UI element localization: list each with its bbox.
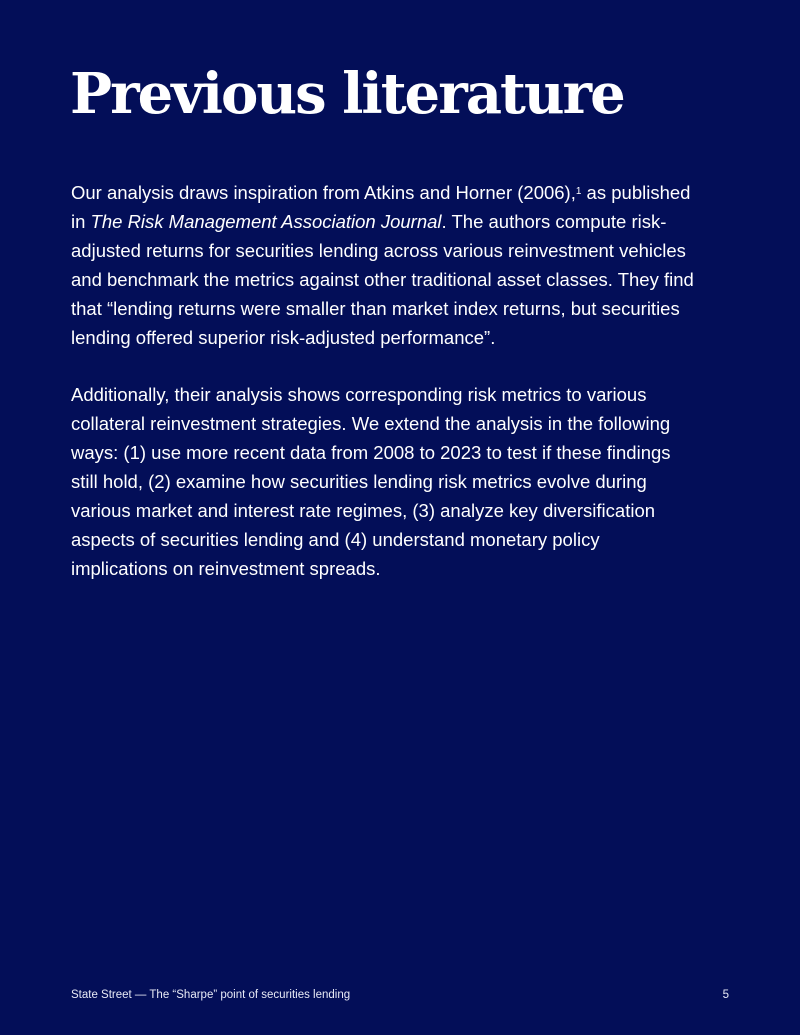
paragraph-1-line-1 [71, 178, 731, 207]
footnote-reference: 1 [575, 186, 582, 197]
paragraph-1-line-4: and benchmark the metrics against other traditional asset classes. They find [71, 269, 694, 290]
body-paragraph-1 [71, 178, 731, 352]
text-segment: Our analysis draws inspiration from Atkins and Horner (2006), [71, 182, 576, 203]
paragraph-2-line: collateral reinvestment strategies. We extend the analysis in the following [71, 413, 671, 434]
body-paragraph-2 [71, 380, 731, 583]
paragraph-2-line: various market and interest rate regimes, (3) analyze key diversification [71, 500, 656, 521]
footer-running-title: State Street — The “Sharpe” point of securities lending [71, 989, 351, 1001]
text-segment: as published [581, 182, 691, 203]
paragraph-1-line-2 [71, 207, 731, 236]
paragraph-2-line: still hold, (2) examine how securities lending risk metrics evolve during [71, 471, 647, 492]
paragraph-2-line: aspects of securities lending and (4) understand monetary policy [71, 529, 600, 550]
paragraph-2-line: Additionally, their analysis shows corresponding risk metrics to various [71, 384, 647, 405]
page-title: Previous literature [70, 61, 624, 127]
paragraph-1-line-3: adjusted returns for securities lending across various reinvestment vehicles [71, 240, 686, 261]
paragraph-1-line-5: that “lending returns were smaller than market index returns, but securities [71, 298, 680, 319]
paragraph-1-line-6: lending offered superior risk-adjusted performance”. [71, 327, 496, 348]
journal-title: The Risk Management Association Journal [90, 211, 442, 232]
text-segment: in [71, 211, 91, 232]
paragraph-2-line: ways: (1) use more recent data from 2008 to 2023 to test if these findings [71, 442, 671, 463]
text-segment: . The authors compute risk- [441, 211, 667, 232]
paragraph-2-line: implications on reinvestment spreads. [71, 558, 381, 579]
page-number: 5 [722, 989, 729, 1001]
